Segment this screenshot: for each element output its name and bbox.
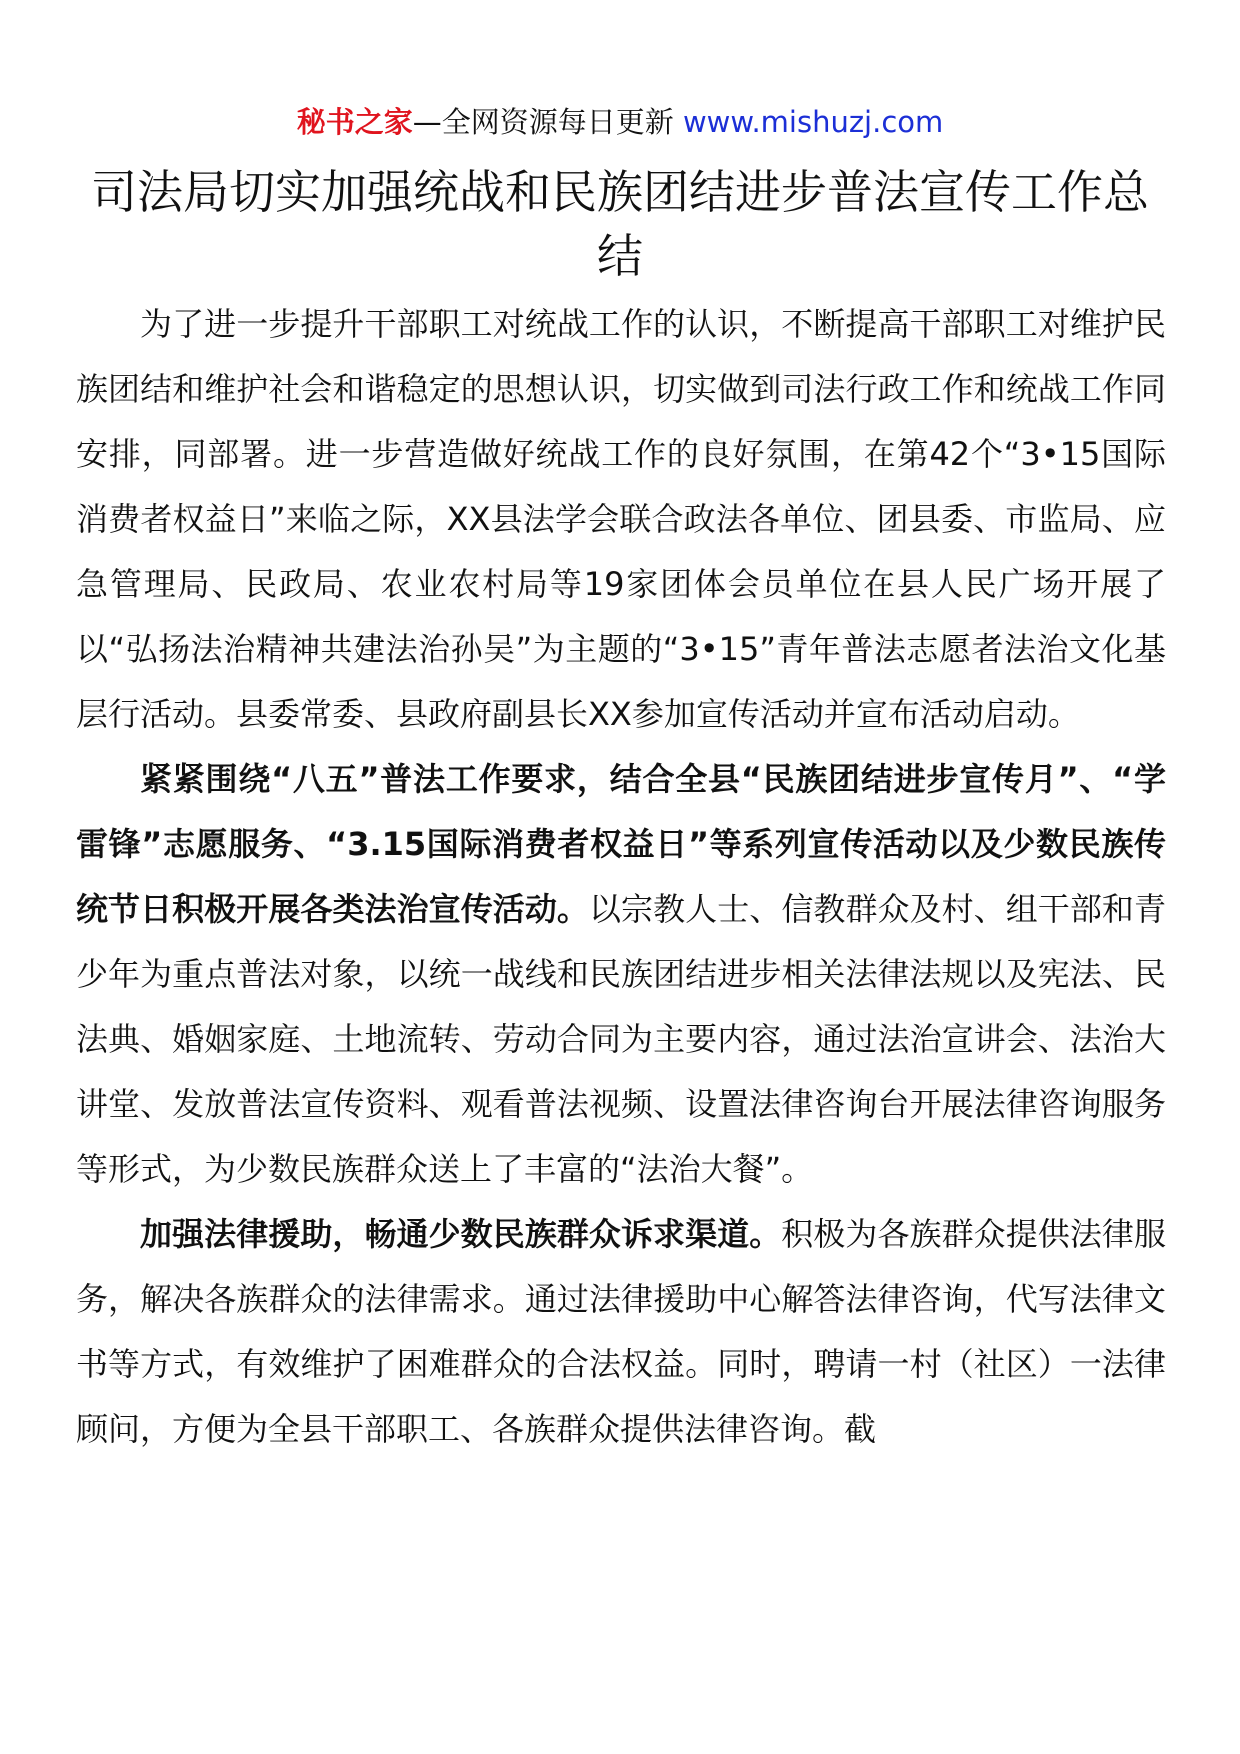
- paragraph: [76, 292, 1166, 747]
- paragraph-text: 积极为各族群众提供法律服务，解决各族群众的法律需求。通过法律援助中心解答法律咨询，代写法律文书等方式，有效维护了困难群众的合法权益。同时，聘请一村（社区）一法律顾问，方便为全县干部职工、各族群众提供法律咨询。截: [76, 1215, 1166, 1448]
- paragraph: [76, 747, 1166, 1202]
- paragraph-lead: 紧紧围绕“八五”普法工作要求，结合全县“民族团结进步宣传月”、“学雷锋”志愿服务、“3.15国际消费者权益日”等系列宣传活动以及少数民族传统节日积极开展各类法治宣传活动。: [76, 760, 1166, 928]
- document-title: 司法局切实加强统战和民族团结进步普法宣传工作总结: [91, 165, 1149, 283]
- brand-name: 秘书之家: [296, 105, 413, 139]
- paragraph-text: 为了进一步提升干部职工对统战工作的认识，不断提高干部职工对维护民族团结和维护社会和谐稳定的思想认识，切实做到司法行政工作和统战工作同安排，同部署。进一步营造做好统战工作的良好氛围，在第42个“3•15国际消费者权益日”来临之际，XX县法学会联合政法各单位、团县委、市监局、应急管理局、民政局、农业农村局等19家团体会员单位在县人民广场开展了以“弘扬法治精神共建法治孙吴”为主题的“3•15”青年普法志愿者法治文化基层行活动。县委常委、县政府副县长XX参加宣传活动并宣布活动启动。: [76, 305, 1166, 733]
- header-tagline: —全网资源每日更新: [412, 105, 683, 139]
- paragraph-lead: 加强法律援助，畅通少数民族群众诉求渠道。: [140, 1215, 782, 1253]
- paragraph-text: 以宗教人士、信教群众及村、组干部和青少年为重点普法对象，以统一战线和民族团结进步相关法律法规以及宪法、民法典、婚姻家庭、土地流转、劳动合同为主要内容，通过法治宣讲会、法治大讲堂、发放普法宣传资料、观看普法视频、设置法律咨询台开展法律咨询服务等形式，为少数民族群众送上了丰富的“法治大餐”。: [76, 890, 1166, 1188]
- site-header: [0, 102, 1240, 142]
- site-url-link[interactable]: www.mishuzj.com: [682, 105, 944, 139]
- document-body: [76, 292, 1166, 1462]
- paragraph: [76, 1202, 1166, 1462]
